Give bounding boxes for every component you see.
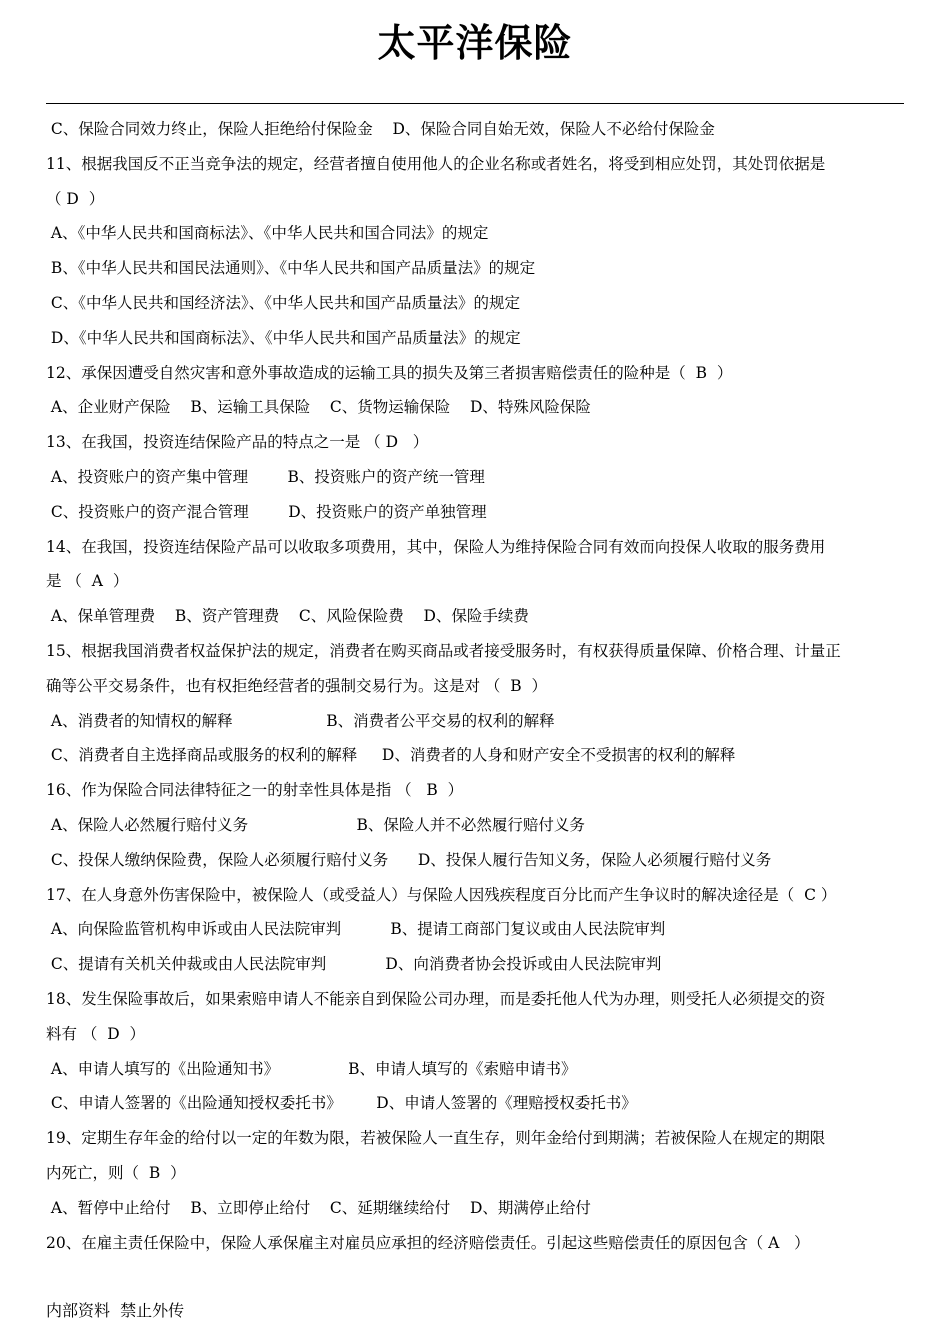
text-line: C、申请人签署的《出险通知授权委托书》 D、申请人签署的《理赔授权委托书》 bbox=[46, 1094, 637, 1113]
text-line: C、保险合同效力终止，保险人拒绝给付保险金 D、保险合同自始无效，保险人不必给付保险金 bbox=[46, 120, 715, 138]
text-line: C、提请有关机关仲裁或由人民法院审判 D、向消费者协会投诉或由人民法院审判 bbox=[46, 955, 662, 974]
text-line: B、《中华人民共和国民法通则》、《中华人民共和国产品质量法》的规定 bbox=[46, 259, 536, 278]
text-line: D、《中华人民共和国商标法》、《中华人民共和国产品质量法》的规定 bbox=[46, 328, 521, 347]
text-line: 是 （ A ） bbox=[46, 572, 129, 591]
text-line: 19、定期生存年金的给付以一定的年数为限，若被保险人一直生存，则年金给付到期满；若被保险人在规定的期限 bbox=[46, 1129, 826, 1148]
text-line: 18、发生保险事故后，如果索赔申请人不能亲自到保险公司办理，而是委托他人代为办理，则受托人必须提交的资 bbox=[46, 989, 826, 1008]
text-line: A、暂停中止给付 B、立即停止给付 C、延期继续给付 D、期满停止给付 bbox=[46, 1198, 591, 1217]
text-line: A、保险人必然履行赔付义务 B、保险人并不必然履行赔付义务 bbox=[46, 815, 585, 834]
document-title: 太平洋保险 bbox=[377, 21, 573, 65]
question-body bbox=[46, 112, 908, 1260]
text-line: A、投资账户的资产集中管理 B、投资账户的资产统一管理 bbox=[46, 467, 485, 486]
text-line: 11、根据我国反不正当竞争法的规定，经营者擅自使用他人的企业名称或者姓名，将受到相应处罚，其处罚依据是 bbox=[46, 154, 826, 173]
text-line: C、投资账户的资产混合管理 D、投资账户的资产单独管理 bbox=[46, 502, 487, 521]
text-line: A、申请人填写的《出险通知书》 B、申请人填写的《索赔申请书》 bbox=[46, 1059, 577, 1078]
text-line: A、消费者的知情权的解释 B、消费者公平交易的权利的解释 bbox=[46, 711, 555, 730]
text-line: C、消费者自主选择商品或服务的权利的解释 D、消费者的人身和财产安全不受损害的权利的解释 bbox=[46, 746, 736, 765]
text-line: 20、在雇主责任保险中，保险人承保雇主对雇员应承担的经济赔偿责任。引起这些赔偿责任的原因包含（ A ） bbox=[46, 1233, 810, 1252]
header-divider bbox=[46, 103, 904, 104]
text-line: A、保单管理费 B、资产管理费 C、风险保险费 D、保险手续费 bbox=[46, 607, 529, 626]
text-line: 内死亡，则（ B ） bbox=[46, 1163, 186, 1182]
text-line: 12、承保因遭受自然灾害和意外事故造成的运输工具的损失及第三者损害赔偿责任的险种是（ B ） bbox=[46, 363, 733, 382]
text-line: （ D ） bbox=[46, 189, 105, 208]
text-line: C、《中华人民共和国经济法》、《中华人民共和国产品质量法》的规定 bbox=[46, 293, 521, 312]
text-line: 17、在人身意外伤害保险中，被保险人（或受益人）与保险人因残疾程度百分比而产生争议时的解决途径是（ C ） bbox=[46, 885, 837, 904]
text-line: A、企业财产保险 B、运输工具保险 C、货物运输保险 D、特殊风险保险 bbox=[46, 398, 591, 417]
text-line: A、《中华人民共和国商标法》、《中华人民共和国合同法》的规定 bbox=[46, 224, 489, 243]
text-line: C、投保人缴纳保险费，保险人必须履行赔付义务 D、投保人履行告知义务，保险人必须履行赔付义务 bbox=[46, 850, 772, 869]
text-line: 确等公平交易条件，也有权拒绝经营者的强制交易行为。这是对 （ B ） bbox=[46, 676, 548, 695]
text-line: 料有 （ D ） bbox=[46, 1024, 146, 1043]
text-line: 14、在我国，投资连结保险产品可以收取多项费用，其中，保险人为维持保险合同有效而向投保人收取的服务费用 bbox=[46, 537, 826, 556]
text-line: 16、作为保险合同法律特征之一的射幸性具体是指 （ B ） bbox=[46, 781, 464, 800]
text-line: 13、在我国，投资连结保险产品的特点之一是 （ D ） bbox=[46, 433, 429, 452]
text-line: 15、根据我国消费者权益保护法的规定，消费者在购买商品或者接受服务时，有权获得质量保障、价格合理、计量正 bbox=[46, 641, 841, 660]
text-line: A、向保险监管机构申诉或由人民法院审判 B、提请工商部门复议或由人民法院审判 bbox=[46, 920, 666, 939]
footer-note: 内部资料 禁止外传 bbox=[46, 1301, 185, 1320]
